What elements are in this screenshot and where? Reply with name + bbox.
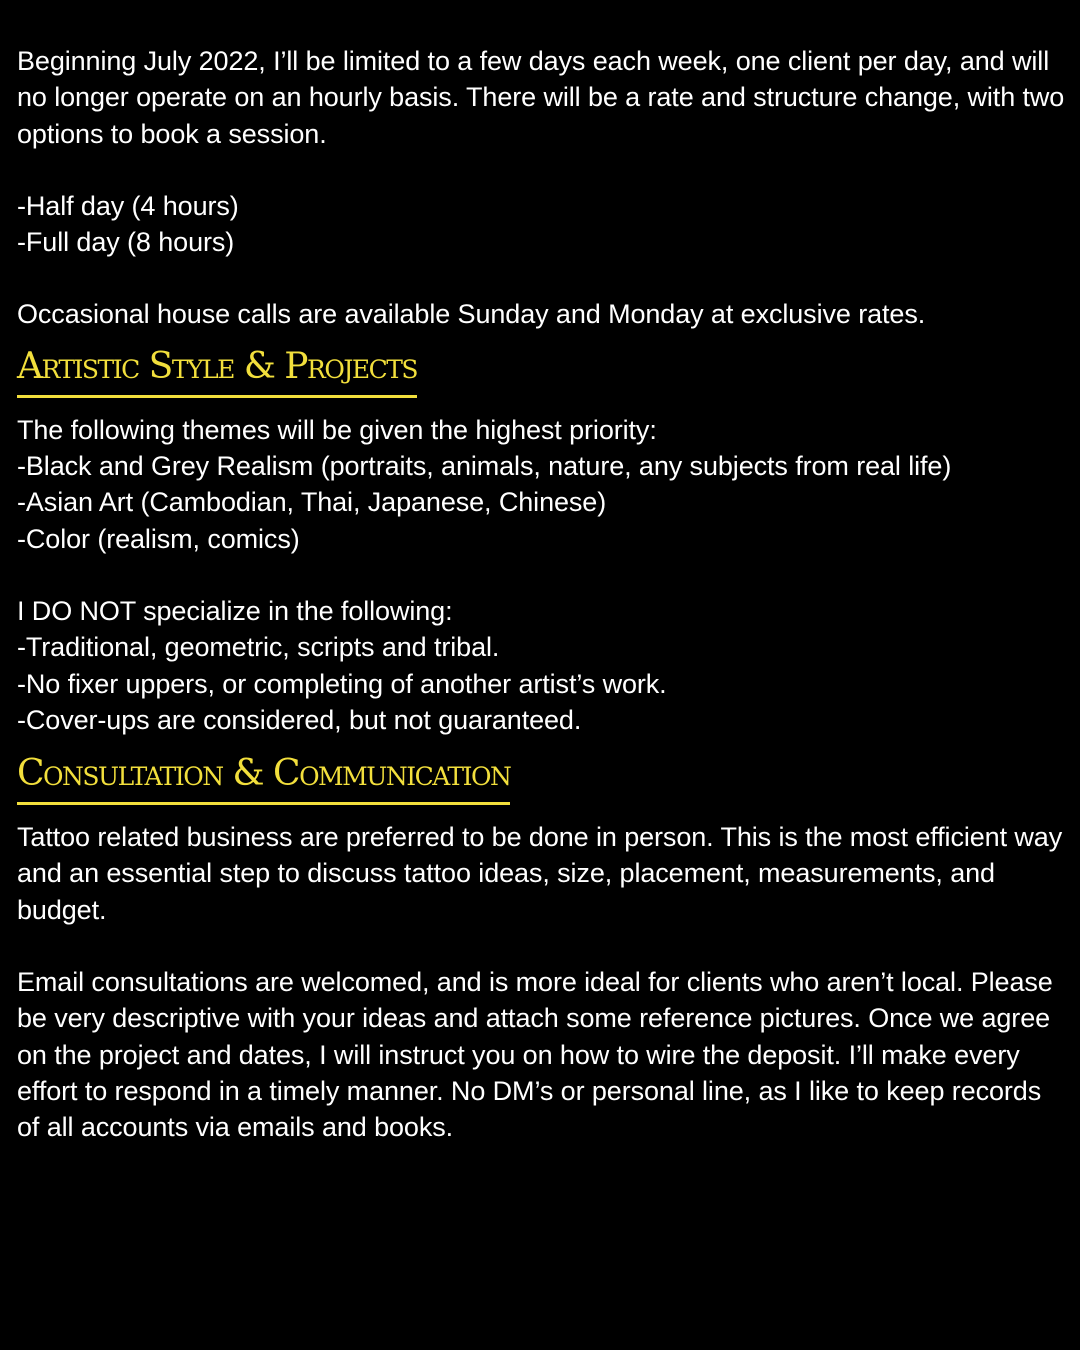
email-consultation-paragraph: Email consultations are welcomed, and is more ideal for clients who aren’t local. Please be very descriptive with your ideas and attach some reference pictures. Once we agree on the project and dates, I will instruct you on how to wire the deposit. I’ll make every effort to respond in a timely manner. No DM’s or personal line, as I like to keep records of all accounts via emails and books. — [17, 967, 1053, 1143]
priority-themes-list: The following themes will be given the highest priority: -Black and Grey Realism (portraits, animals, nature, any subjects from real life) -Asian Art (Cambodian, Thai, Japanese, Chinese) -Color (realism, comics) — [17, 414, 952, 554]
artistic-style-heading: Artistic Style & Projects — [17, 345, 418, 387]
consultation-heading: Consultation & Communication — [17, 753, 511, 795]
house-calls-note: Occasional house calls are available Sunday and Monday at exclusive rates. — [17, 299, 926, 330]
artistic-style-heading-block — [17, 347, 417, 398]
consultation-heading-block — [17, 754, 510, 805]
in-person-paragraph: Tattoo related business are preferred to be done in person. This is the most efficient way and an essential step to discuss tattoo ideas, size, placement, measurements, and budget. — [17, 822, 1063, 925]
heading-underline — [17, 395, 417, 398]
session-options-list: -Half day (4 hours) -Full day (8 hours) — [17, 190, 239, 258]
policy-document — [17, 43, 1067, 1146]
spacer — [17, 928, 1067, 964]
spacer — [17, 152, 1067, 188]
heading-underline — [17, 802, 510, 805]
intro-paragraph: Beginning July 2022, I’ll be limited to a few days each week, one client per day, and will no longer operate on an hourly basis. There will be a rate and structure change, with two options to book a session. — [17, 46, 1065, 149]
spacer — [17, 260, 1067, 296]
not-specialize-list: I DO NOT specialize in the following: -Traditional, geometric, scripts and tribal. -No fixer uppers, or completing of another artist’s work. -Cover-ups are considered, but not guaranteed. — [17, 595, 667, 735]
spacer — [17, 557, 1067, 593]
